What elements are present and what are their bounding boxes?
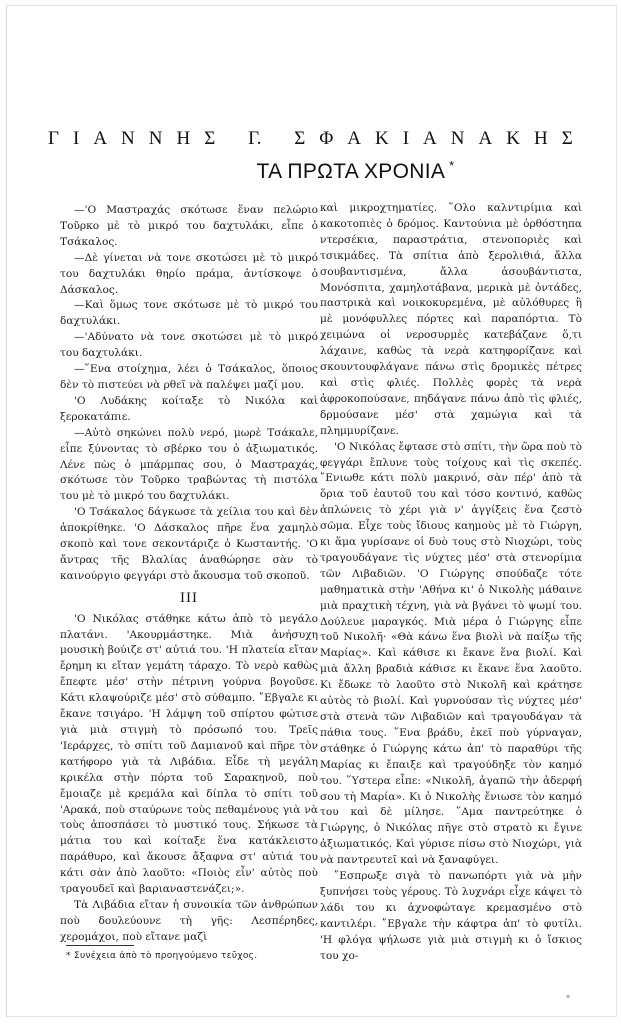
- paragraph: —'Αδύνατο νὰ τονε σκοτώσει μὲ τὸ μικρό του δαχτυλάκι.: [60, 331, 318, 360]
- author-letter: Ι: [72, 128, 80, 149]
- author-letter: Ν: [148, 128, 163, 149]
- paragraph: —Καὶ ὅμως τονε σκότωσε μὲ τὸ μικρό του δαχτυλάκι.: [60, 299, 318, 328]
- right-column: [320, 201, 582, 965]
- paragraph: 'Ο Νικόλας ἔφτασε στὸ σπίτι, τὴν ὥρα ποὺ τὸ φεγγάρι ἔπλυνε τοὺς τοίχους καὶ τὶς σκεπές. ῎Ενιωθε κάτι πολὺ μακρινό, σὰν πέρ' ἀπὸ τὰ ὅρια τοῦ ἑαυτοῦ του καὶ τόσο κοντινό, καθὼς ἁπλώνεις τὸ χέρι γιὰ ν' ἀγγίξεις ἕνα ζεστὸ σῶμα. Εἶχε τοὺς ἴδιους καημοὺς μὲ τὸ Γιώργη, κι ἅμα γυρίσανε οἱ δυὸ τους στὸ Νιοχώρι, τοὺς τραγουδάγανε τὶς νύχτες μέσ' στὰ στενορίμια τῶν Λιβαδιῶν. 'Ο Γιώργης σπούδαζε τότε μαθηματικὰ στὴν 'Αθήνα κι' ὁ Νικολὴς μάθαινε μιὰ πραχτικὴ τέχνη, γιὰ νὰ βγάνει τὸ ψωμί του. Δούλευε μαραγκός. Μιὰ μέρα ὁ Γιώργης εἶπε τοῦ Νικολῆ· «Θὰ κάνω ἕνα βιολὶ νὰ παίξω τῆς Μαρίας». Καὶ κάθισε κι ἔκανε ἕνα βιολί. Καὶ μιὰ ἄλλη βραδιὰ κάθισε κι ἔκανε ἕνα λαοῦτο. Κι ἔδωκε τὸ λαοῦτο στὸ Νικολῆ καὶ κράτησε αὐτὸς τὸ βιολί. Καὶ γυρνούσαν τὶς νύχτες μέσ' στὰ στενὰ τῶν Λιβαδιῶν καὶ τραγουδάγαν τὰ πάθια τους. ῞Ενα βράδυ, ἐκεῖ ποὺ γύρναγαν, στάθηκε ὁ Γιώργης κάτω ἀπ' τὸ παραθύρι τῆς Μαρίας κι ἔπαιξε καὶ τραγούδηξε τὸν καημό του. ῞Υστερα εἶπε: «Νικολῆ, ἀγαπῶ τὴν ἀδερφή σου τὴ Μαρία». Κι ὁ Νικολὴς ἔνιωσε τὸν καημό του καὶ δὲ μίλησε. ῞Αμα παντρεύτηκε ὁ Γιώργης, ὁ Νικόλας πῆγε στὸ στρατὸ κι ἔγινε ἀξιωματικός. Καὶ γύρισε πίσω στὸ Νιοχώρι, γιὰ νὰ παντρευτεῖ καὶ νὰ ξαναφύγει.: [320, 440, 582, 867]
- paragraph: 'Ο Λυδάκης κοίταξε τὸ Νικόλα καὶ ξεροκατάπιε.: [60, 394, 318, 423]
- author-letter: Η: [176, 128, 191, 149]
- author-letter: Α: [93, 128, 108, 149]
- paragraph: —῞Ενα στοίχημα, λέει ὁ Τσάκαλος, ὅποιος δὲν τὸ πιστεύει νὰ ρθεῖ νὰ παλέψει μαζί μου.: [60, 363, 318, 391]
- author-letter: Γ: [48, 128, 59, 149]
- author-letter: Ι: [402, 128, 410, 149]
- footnote-rule: [66, 945, 134, 946]
- title-footnote-marker: *: [449, 158, 455, 173]
- author-letter: Φ: [319, 128, 334, 149]
- author-word-gap: [229, 128, 234, 150]
- story-title: [0, 158, 621, 184]
- paragraph-continued: καὶ μικροχτηματίες. ῞Ολο καλντιρίμια καὶ κακοτοπιὲς ὁ δρόμος. Καντούνια μὲ ὀρθόστηπα ντερσέκια, παραστράτια, στενοποριὲς καὶ τσικμάδες. Τὰ σπίτια ἀπὸ ξερολιθιά, ἄλλα σουβαντισμένα, ἄλλα ἀσουβάντιστα, Μονόσπιτα, χαμηλοτάβανα, μερικὰ μὲ ὀντάδες, παστρικὰ καὶ νοικοκυρεμένα, μὲ αὐλόθυρες ἢ μὲ μονόφυλλες πόρτες καὶ παραπόρτια. Τὸ χειμώνα οἱ νεροσυρμὲς κατεβάζανε ὅ,τι λάχαινε, καθὼς τὰ νερὰ κατηφορίζανε καὶ σκουντουφλάγανε πάνω στὶς δρομικὲς πέτρες καὶ στὶς φλιές. Πολλὲς φορὲς τὰ νερὰ ἀφροκοπούσανε, πηδάγανε πάνω ἀπὸ τὶς φλιές, δρμούσανε μέσ' στὰ χαμώγια καὶ τὰ πλημμυρίζανε.: [320, 202, 582, 437]
- author-heading: [48, 128, 573, 150]
- scan-artifact: ▪: [566, 993, 571, 1000]
- left-column: [60, 203, 318, 946]
- author-letter: Κ: [506, 128, 520, 149]
- paragraph: ῎Εσπρωξε σιγὰ τὸ πανωπόρτι γιὰ νὰ μὴν ξυπνήσει τοὺς γέρους. Τὸ λυχνάρι εἶχε κάψει τὸ λάδι του κι ἀχνοφώταγε κρεμασμένο στὸ καντιλέρι. ῎Εβγαλε τὴν κάφτρα ἀπ' τὸ φυτίλι. 'Η φλόγα ψήλωσε γιὰ μιὰ στιγμὴ κι ὁ ἴσκιος του χο-: [320, 870, 582, 962]
- author-letter: Ν: [450, 128, 465, 149]
- paragraph: Τὰ Λιβάδια εἴταν ἡ συνοικία τῶν ἀνθρώπων ποὺ δουλεύουνε τὴ γῆς: Λεσπέρηδες, χερομάχοι, ποὺ εἴτανε μαζὶ: [60, 898, 318, 943]
- paragraph: —'Ο Μαστραχάς σκότωσε ἕναν πελώριο Τοῦρκο μὲ τὸ μικρό του δαχτυλάκι, εἶπε ὁ Τσάκαλος.: [60, 204, 318, 248]
- author-letter: Γ.: [248, 128, 262, 149]
- footnote-text: Συνέχεια ἀπὸ τὸ προηγούμενο τεῦχος.: [73, 951, 258, 961]
- author-letter: Α: [478, 128, 493, 149]
- paragraph: —Δὲ γίνεται νὰ τονε σκοτώσει μὲ τὸ μικρό του δαχτυλάκι θηρίο πράμα, ἀντίσκοψε ὁ Δάσκαλος.: [60, 251, 318, 296]
- section-numeral: III: [180, 589, 198, 606]
- story-title-text: ΤΑ ΠΡΩΤΑ ΧΡΟΝΙΑ: [256, 160, 446, 183]
- author-letter: Σ: [204, 128, 216, 149]
- author-letter: Α: [423, 128, 437, 149]
- footnote-marker: *: [66, 951, 71, 961]
- footnote: [66, 951, 257, 961]
- author-letter: Α: [347, 128, 361, 149]
- scan-artifact: ·: [305, 40, 307, 46]
- author-letter: Σ: [294, 128, 306, 149]
- author-letter: Κ: [374, 128, 389, 149]
- paragraph: —Αὐτὸ σηκώνει πολὺ νερό, μωρὲ Τσάκαλε, εἶπε ξύνοντας τὸ σβέρκο του ὁ ἀξιωματικός. Λένε πὼς ὁ μπάρμπας σου, ὁ Μαστραχάς, σκότωσε τὸν Τοῦρκο τραβώντας τὴ πιστόλα του μὲ τὸ μικρό του δαχτυλάκι.: [60, 426, 318, 503]
- author-letter: Η: [533, 128, 548, 149]
- paragraph: 'Ο Τσάκαλος δάγκωσε τὰ χείλια του καὶ δὲν ἀποκρίθηκε. 'Ο Δάσκαλος πῆρε ἕνα χαμηλὸ σκοπὸ καὶ τονε σεκοντάριζε ὁ Κωσταντής. 'Ο ἄντρας τῆς Βλαλίας ἀναθώρησε σὰν τὸ καινούργιο φεγγάρι στὸ ἄκουσμα τοῦ σκοποῦ.: [60, 506, 318, 582]
- paragraph: 'Ο Νικόλας στάθηκε κάτω ἀπὸ τὸ μεγάλο πλατάνι. 'Ακουρμάστηκε. Μιὰ ἀνήσυχη μουσικὴ βούιζε στ' αὐτιά του. 'Η πλατεία εἴταν ἔρημη κι εἴταν γεμάτη τάραχο. Τὸ νερὸ καθὼς ἔπεφτε μέσ' στὴν πέτρινη γούρνα βογοῦσε. Κάτι κλαψούριζε μέσ' στὸ σύθαμπο. ῎Εβγαλε κι ἔκανε τσιγάρο. 'Η λάμψη τοῦ σπίρτου φώτισε γιὰ μιὰ στιγμὴ τὸ πρόσωπό του. Τρεῖς 'Ιεράρχες, τὸ σπίτι τοῦ Δαμιανοῦ καὶ πῆρε τὸν κατήφορο γιὰ τὰ Λιβάδια. Εἶδε τὴ μεγάλη κρικέλα στὴν πόρτα τοῦ Σαρακηνοῦ, ποὺ ἔμοιαζε μὲ κρεμάλα καὶ δίπλα τὸ σπίτι τοῦ 'Αρακά, ποὺ σταύρωνε τοὺς πεθαμένους γιὰ νὰ τοὺς ἀποσπάσει τὸ μυστικό τους. Σήκωσε τὰ μάτια του καὶ κοίταξε ἕνα κατάκλειστο παράθυρο, καὶ ἄκουσε ἄξαφνα στ' αὐτιά του κάτι σὰν ἀπὸ λαοῦτο: «Ποιὸς εἶν' αὐτὸς ποὺ τραγουδεῖ καὶ βαριαναστενάζει;».: [60, 612, 318, 896]
- author-letter: Σ: [561, 128, 573, 149]
- author-letter: Ν: [121, 128, 135, 149]
- author-word-gap: [276, 128, 281, 150]
